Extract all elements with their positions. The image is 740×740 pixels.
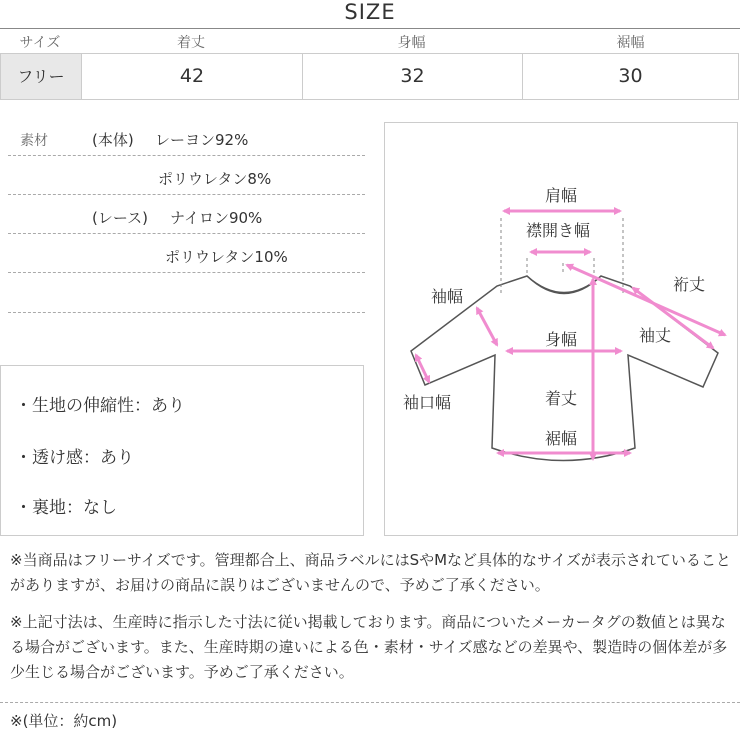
header-hem-width: 裾幅 xyxy=(616,35,645,51)
title-divider xyxy=(0,28,740,29)
header-size: サイズ xyxy=(19,35,61,51)
fabric-properties-box xyxy=(0,365,364,536)
value-hem-width: 30 xyxy=(618,65,643,87)
dotted-divider xyxy=(8,155,365,156)
material-line: レーヨン92% xyxy=(155,131,249,149)
unit-note: ※(単位：約cm) xyxy=(10,712,118,730)
header-length: 着丈 xyxy=(177,35,205,51)
dotted-divider xyxy=(8,272,365,273)
header-body-width: 身幅 xyxy=(397,35,426,51)
material-line: ポリウレタン8% xyxy=(158,170,272,188)
label-yuki: 裄丈 xyxy=(673,275,706,294)
value-body-width: 32 xyxy=(400,65,425,87)
property-lining: ・裏地：なし xyxy=(15,498,117,518)
size-table xyxy=(0,53,739,100)
dotted-divider xyxy=(8,312,365,313)
measurement-diagram xyxy=(384,122,738,536)
notes-divider xyxy=(0,702,740,703)
material-part-body: (本体) xyxy=(92,131,134,149)
note-free-size: ※当商品はフリーサイズです。管理都合上、商品ラベルにはSやMなど具体的なサイズが表示されていることがありますが、お届けの商品に誤りはございませんので、予めご了承ください。 xyxy=(10,551,731,594)
label-sleeve-width: 袖幅 xyxy=(431,287,464,306)
material-part-lace: (レース) xyxy=(92,209,148,227)
note-measurements: ※上記寸法は、生産時に指示した寸法に従い掲載しております。商品についたメーカータグの数値とは異なる場合がございます。また、生産時期の違いによる色・素材・サイズ感などの差異や、製造時の個体差が多少生じる場合がございます。予めご了承ください。 xyxy=(10,613,728,681)
material-label: 素材 xyxy=(20,133,48,149)
label-length: 着丈 xyxy=(545,389,578,408)
label-shoulder: 肩幅 xyxy=(545,186,578,205)
label-neck: 襟開き幅 xyxy=(526,221,591,240)
size-cell-free: フリー xyxy=(1,54,81,99)
label-sleeve-length: 袖丈 xyxy=(639,326,672,345)
property-sheerness: ・透け感：あり xyxy=(15,448,134,468)
material-line: ポリウレタン10% xyxy=(165,248,288,266)
shirt-diagram-svg xyxy=(385,123,739,537)
size-title: SIZE xyxy=(344,0,396,24)
label-hem-width: 裾幅 xyxy=(545,429,578,448)
material-line: ナイロン90% xyxy=(170,209,263,227)
property-stretch: ・生地の伸縮性：あり xyxy=(15,396,185,416)
label-body-width: 身幅 xyxy=(545,330,578,349)
dotted-divider xyxy=(8,233,365,234)
label-cuff-width: 袖口幅 xyxy=(403,393,452,412)
dotted-divider xyxy=(8,194,365,195)
value-length: 42 xyxy=(179,65,205,87)
